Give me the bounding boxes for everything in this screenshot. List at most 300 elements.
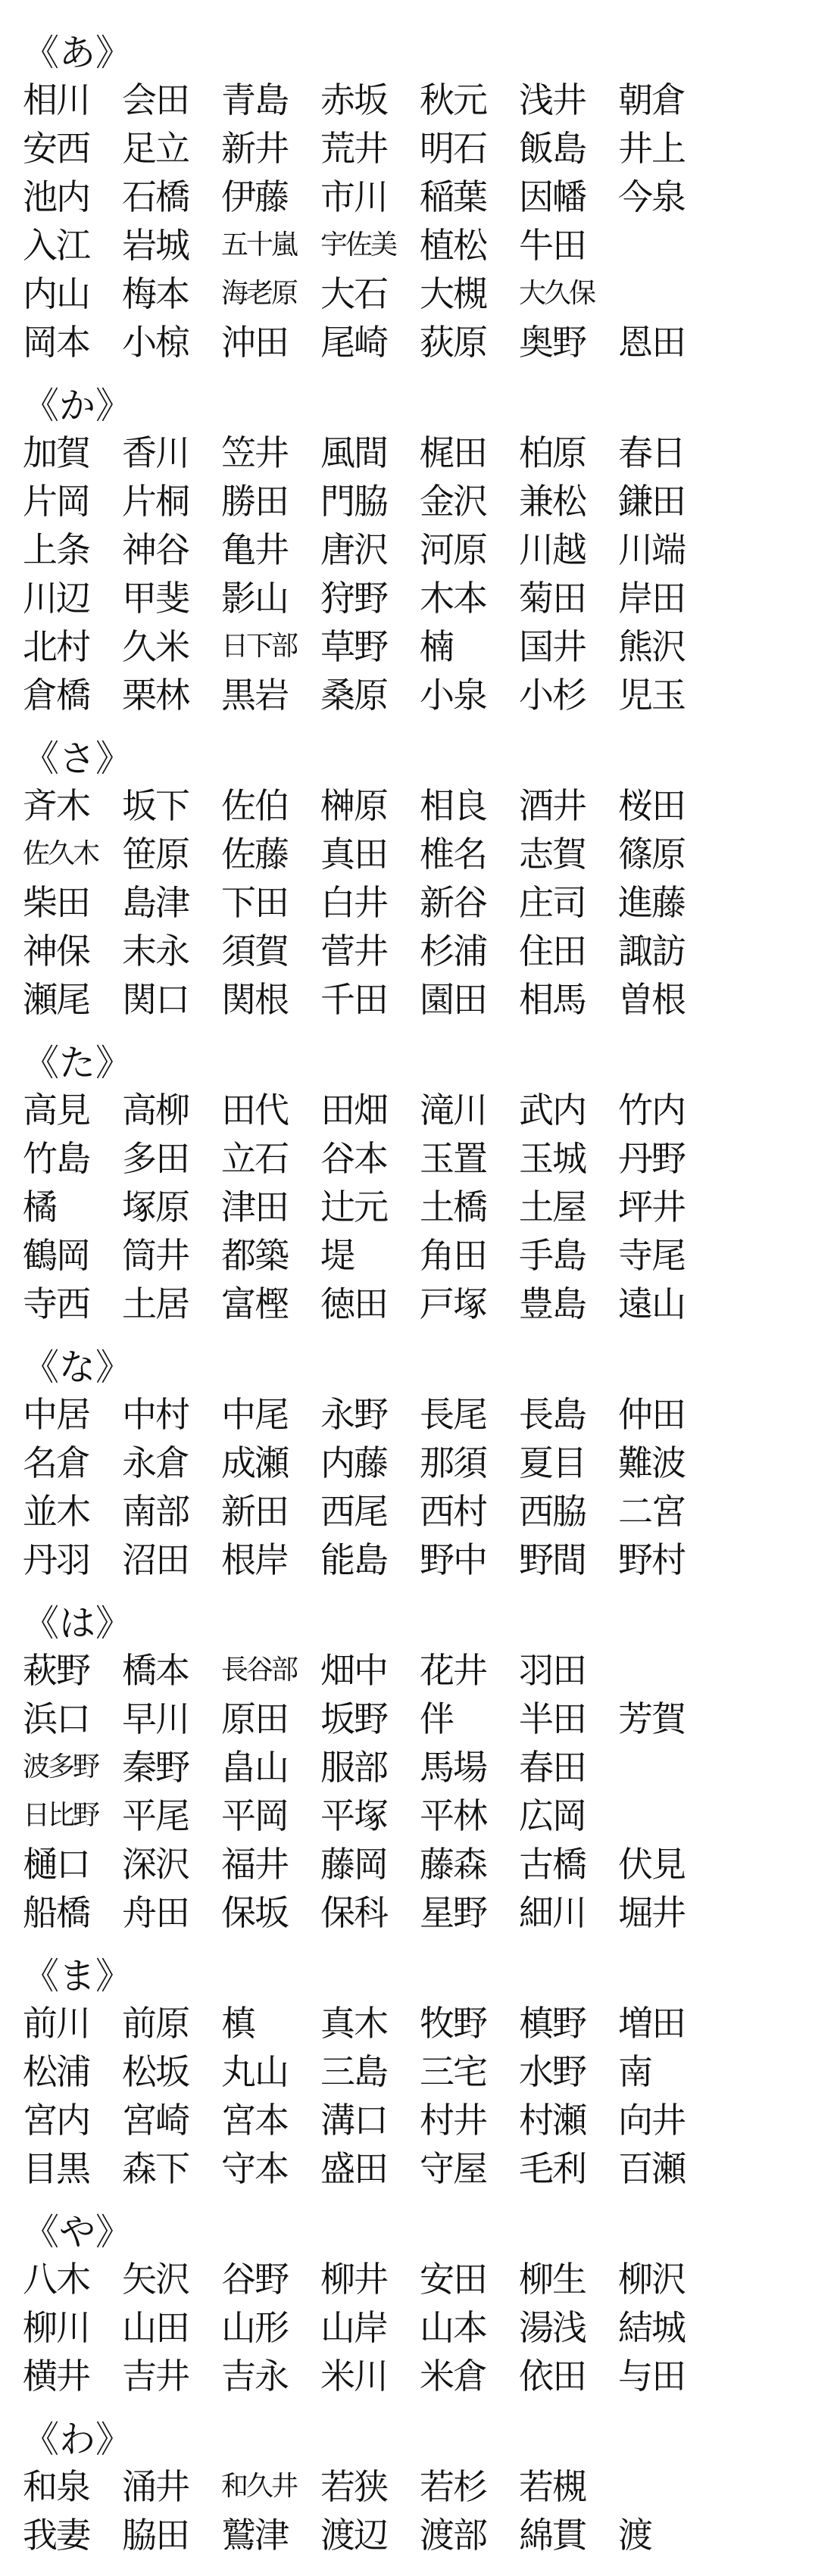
surname: 篠原 (618, 834, 685, 875)
surname: 岸田 (618, 578, 685, 619)
kana-section (23, 2417, 818, 2559)
surname: 戸塚 (420, 1283, 486, 1324)
surname: 秦野 (122, 1747, 189, 1788)
surname: 柳川 (23, 2307, 89, 2348)
surname: 西尾 (320, 1491, 387, 1532)
surname: 中居 (23, 1394, 89, 1435)
surname: 新谷 (420, 882, 486, 923)
surname: 春田 (519, 1747, 586, 1788)
surname: 羽田 (519, 1650, 586, 1691)
name-row (23, 1695, 818, 1743)
section-header: 《さ》 (23, 738, 133, 780)
name-row (23, 975, 818, 1024)
name-row (23, 124, 818, 173)
surname: 遠山 (618, 1283, 685, 1324)
surname: 依田 (519, 2356, 586, 2397)
section-header: 《な》 (23, 1346, 133, 1389)
name-row (23, 878, 818, 927)
surname: 吉永 (221, 2356, 288, 2397)
surname: 塚原 (122, 1187, 189, 1227)
name-row (23, 525, 818, 574)
surname: 南部 (122, 1491, 189, 1532)
surname: 藤岡 (320, 1844, 387, 1885)
surname: 前川 (23, 2003, 89, 2044)
surname: 新田 (221, 1491, 288, 1532)
name-row (23, 1792, 818, 1840)
surname: 片岡 (23, 481, 89, 522)
surname: 柳井 (320, 2259, 387, 2300)
surname: 杉浦 (420, 931, 486, 971)
name-row (23, 173, 818, 221)
name-row (23, 1134, 818, 1183)
surname: 稲葉 (420, 176, 486, 217)
surname: 坪井 (618, 1187, 685, 1227)
surname: 寺尾 (618, 1235, 685, 1276)
kana-section (23, 383, 818, 719)
surname: 渡 (618, 2515, 651, 2556)
name-row (23, 781, 818, 830)
surname: 草野 (320, 626, 387, 667)
surname: 西脇 (519, 1491, 586, 1532)
name-row (23, 2511, 818, 2559)
name-row (23, 1439, 818, 1487)
surname: 川端 (618, 529, 685, 570)
section-header: 《は》 (23, 1602, 133, 1645)
section-header: 《や》 (23, 2211, 133, 2253)
surname: 野間 (519, 1539, 586, 1580)
surname: 倉橋 (23, 675, 89, 716)
surname: 田代 (221, 1090, 288, 1131)
surname: 菅井 (320, 931, 387, 971)
surname: 植松 (420, 225, 486, 266)
surname: 夏目 (519, 1442, 586, 1483)
name-row (23, 2047, 818, 2096)
name-row (23, 2303, 818, 2352)
name-row (23, 2096, 818, 2144)
kana-section (23, 30, 818, 366)
surname: 宮本 (221, 2100, 288, 2141)
section-header: 《あ》 (23, 32, 133, 74)
surname: 亀井 (221, 529, 288, 570)
surname: 菊田 (519, 578, 586, 619)
surname: 春日 (618, 432, 685, 473)
surname: 真木 (320, 2003, 387, 2044)
surname: 金沢 (420, 481, 486, 522)
surname: 坂下 (122, 785, 189, 826)
surname: 根岸 (221, 1539, 288, 1580)
surname: 柳生 (519, 2259, 586, 2300)
surname: 平岡 (221, 1795, 288, 1836)
surname: 富樫 (221, 1283, 288, 1324)
surname: 神保 (23, 931, 89, 971)
name-row (23, 1743, 818, 1792)
surname: 若狭 (320, 2466, 387, 2507)
surname: 尾崎 (320, 322, 387, 363)
surname: 多田 (122, 1138, 189, 1179)
surname: 宮内 (23, 2100, 89, 2141)
surname: 曽根 (618, 979, 685, 1020)
surname: 牧野 (420, 2003, 486, 2044)
surname: 八木 (23, 2259, 89, 2300)
surname: 渡辺 (320, 2515, 387, 2556)
surname: 平林 (420, 1795, 486, 1836)
surname: 永野 (320, 1394, 387, 1435)
surname: 大石 (320, 273, 387, 314)
surname: 手島 (519, 1235, 586, 1276)
surname: 井上 (618, 128, 685, 169)
surname: 南 (618, 2051, 651, 2092)
surname: 鷲津 (221, 2515, 288, 2556)
name-row (23, 1280, 818, 1328)
surname: 西村 (420, 1491, 486, 1532)
surname: 五十嵐 (221, 229, 297, 260)
surname: 瀬尾 (23, 979, 89, 1020)
surname: 牛田 (519, 225, 586, 266)
surname: 槙 (221, 2003, 255, 2044)
name-row (23, 429, 818, 477)
surname: 松坂 (122, 2051, 189, 2092)
surname: 若杉 (420, 2466, 486, 2507)
kana-section (23, 1345, 818, 1584)
surname: 勝田 (221, 481, 288, 522)
surname: 堀井 (618, 1892, 685, 1933)
surname: 和泉 (23, 2466, 89, 2507)
surname: 平塚 (320, 1795, 387, 1836)
surname: 百瀬 (618, 2148, 685, 2189)
surname: 福井 (221, 1844, 288, 1885)
surname: 前原 (122, 2003, 189, 2044)
kana-section (23, 736, 818, 1024)
surname: 馬場 (420, 1747, 486, 1788)
surname: 赤坂 (320, 80, 387, 120)
surname: 綿貫 (519, 2515, 586, 2556)
surname: 吉井 (122, 2356, 189, 2397)
surname: 下田 (221, 882, 288, 923)
surname: 保坂 (221, 1892, 288, 1933)
surname: 入江 (23, 225, 89, 266)
name-sheet (23, 30, 818, 2576)
surname: 永倉 (122, 1442, 189, 1483)
surname: 筒井 (122, 1235, 189, 1276)
surname: 栗林 (122, 675, 189, 716)
surname: 丹野 (618, 1138, 685, 1179)
surname: 楠 (420, 626, 453, 667)
surname: 黒岩 (221, 675, 288, 716)
surname: 市川 (320, 176, 387, 217)
name-row (23, 574, 818, 622)
surname: 桜田 (618, 785, 685, 826)
surname: 庄司 (519, 882, 586, 923)
surname: 新井 (221, 128, 288, 169)
surname: 池内 (23, 176, 89, 217)
surname: 土屋 (519, 1187, 586, 1227)
surname: 竹島 (23, 1138, 89, 1179)
surname: 舟田 (122, 1892, 189, 1933)
surname: 早川 (122, 1698, 189, 1739)
surname: 風間 (320, 432, 387, 473)
surname: 笹原 (122, 834, 189, 875)
surname: 長島 (519, 1394, 586, 1435)
surname: 増田 (618, 2003, 685, 2044)
surname: 橘 (23, 1187, 56, 1227)
surname: 斉木 (23, 785, 89, 826)
surname: 成瀬 (221, 1442, 288, 1483)
surname: 目黒 (23, 2148, 89, 2189)
section-header: 《た》 (23, 1042, 133, 1084)
surname: 豊島 (519, 1283, 586, 1324)
surname: 深沢 (122, 1844, 189, 1885)
surname: 湯浅 (519, 2307, 586, 2348)
surname: 荻原 (420, 322, 486, 363)
surname: 兼松 (519, 481, 586, 522)
surname: 畑中 (320, 1650, 387, 1691)
surname: 細川 (519, 1892, 586, 1933)
surname: 仲田 (618, 1394, 685, 1435)
surname: 盛田 (320, 2148, 387, 2189)
surname: 河原 (420, 529, 486, 570)
surname: 香川 (122, 432, 189, 473)
name-row (23, 1487, 818, 1536)
surname: 椎名 (420, 834, 486, 875)
name-row (23, 830, 818, 878)
surname: 足立 (122, 128, 189, 169)
surname: 片桐 (122, 481, 189, 522)
surname: 石橋 (122, 176, 189, 217)
surname: 小泉 (420, 675, 486, 716)
surname: 野中 (420, 1539, 486, 1580)
surname: 平尾 (122, 1795, 189, 1836)
surname: 関口 (122, 979, 189, 1020)
surname: 横井 (23, 2356, 89, 2397)
surname: 向井 (618, 2100, 685, 2141)
surname: 神谷 (122, 529, 189, 570)
surname: 樋口 (23, 1844, 89, 1885)
kana-section (23, 1040, 818, 1328)
surname: 千田 (320, 979, 387, 1020)
name-row (23, 1999, 818, 2047)
section-header: 《か》 (23, 385, 133, 427)
surname: 那須 (420, 1442, 486, 1483)
surname: 結城 (618, 2307, 685, 2348)
surname: 川越 (519, 529, 586, 570)
surname: 木本 (420, 578, 486, 619)
surname: 梶田 (420, 432, 486, 473)
surname: 土居 (122, 1283, 189, 1324)
surname: 柴田 (23, 882, 89, 923)
surname: 滝川 (420, 1090, 486, 1131)
surname: 三島 (320, 2051, 387, 2092)
surname: 原田 (221, 1698, 288, 1739)
name-row (23, 270, 818, 318)
surname: 徳田 (320, 1283, 387, 1324)
surname: 真田 (320, 834, 387, 875)
surname: 榊原 (320, 785, 387, 826)
surname: 北村 (23, 626, 89, 667)
surname: 船橋 (23, 1892, 89, 1933)
name-row (23, 76, 818, 124)
surname: 伊藤 (221, 176, 288, 217)
surname: 飯島 (519, 128, 586, 169)
surname: 米倉 (420, 2356, 486, 2397)
surname: 涌井 (122, 2466, 189, 2507)
surname: 波多野 (23, 1751, 98, 1782)
surname: 児玉 (618, 675, 685, 716)
name-row (23, 671, 818, 719)
name-row (23, 1646, 818, 1695)
surname: 宮崎 (122, 2100, 189, 2141)
surname: 竹内 (618, 1090, 685, 1131)
surname: 明石 (420, 128, 486, 169)
surname: 影山 (221, 578, 288, 619)
surname: 山本 (420, 2307, 486, 2348)
surname: 上条 (23, 529, 89, 570)
surname: 狩野 (320, 578, 387, 619)
surname: 関根 (221, 979, 288, 1020)
surname: 谷本 (320, 1138, 387, 1179)
surname: 村瀬 (519, 2100, 586, 2141)
surname: 我妻 (23, 2515, 89, 2556)
surname: 鶴岡 (23, 1235, 89, 1276)
name-row (23, 2144, 818, 2193)
surname: 立石 (221, 1138, 288, 1179)
surname: 水野 (519, 2051, 586, 2092)
surname: 浅井 (519, 80, 586, 120)
surname: 奥野 (519, 322, 586, 363)
surname: 宇佐美 (320, 229, 396, 260)
surname: 半田 (519, 1698, 586, 1739)
surname: 都築 (221, 1235, 288, 1276)
surname: 保科 (320, 1892, 387, 1933)
surname: 丸山 (221, 2051, 288, 2092)
surname: 甲斐 (122, 578, 189, 619)
surname: 内山 (23, 273, 89, 314)
name-row (23, 2255, 818, 2303)
surname: 森下 (122, 2148, 189, 2189)
surname: 萩野 (23, 1650, 89, 1691)
kana-section (23, 1954, 818, 2193)
surname: 島津 (122, 882, 189, 923)
surname: 丹羽 (23, 1539, 89, 1580)
name-row (23, 1390, 818, 1439)
surname: 浜口 (23, 1698, 89, 1739)
surname: 沼田 (122, 1539, 189, 1580)
surname: 能島 (320, 1539, 387, 1580)
surname: 加賀 (23, 432, 89, 473)
surname: 大久保 (519, 278, 595, 309)
surname: 米川 (320, 2356, 387, 2397)
surname: 玉置 (420, 1138, 486, 1179)
surname: 守屋 (420, 2148, 486, 2189)
surname: 相良 (420, 785, 486, 826)
name-row (23, 1840, 818, 1888)
surname: 花井 (420, 1650, 486, 1691)
surname: 中尾 (221, 1394, 288, 1435)
surname: 二宮 (618, 1491, 685, 1532)
surname: 住田 (519, 931, 586, 971)
surname: 進藤 (618, 882, 685, 923)
surname: 志賀 (519, 834, 586, 875)
surname: 末永 (122, 931, 189, 971)
surname: 青島 (221, 80, 288, 120)
surname: 畠山 (221, 1747, 288, 1788)
surname: 日下部 (221, 631, 297, 662)
surname: 溝口 (320, 2100, 387, 2141)
surname: 海老原 (221, 278, 297, 309)
surname: 難波 (618, 1442, 685, 1483)
name-row (23, 221, 818, 270)
name-row (23, 1231, 818, 1280)
surname: 日比野 (23, 1800, 98, 1831)
surname: 寺西 (23, 1283, 89, 1324)
surname: 服部 (320, 1747, 387, 1788)
surname: 唐沢 (320, 529, 387, 570)
surname: 堤 (320, 1235, 354, 1276)
surname: 岩城 (122, 225, 189, 266)
surname: 松浦 (23, 2051, 89, 2092)
surname: 渡部 (420, 2515, 486, 2556)
surname: 津田 (221, 1187, 288, 1227)
name-row (23, 318, 818, 366)
name-row (23, 1888, 818, 1937)
surname: 川辺 (23, 578, 89, 619)
surname: 恩田 (618, 322, 685, 363)
surname: 酒井 (519, 785, 586, 826)
surname: 相馬 (519, 979, 586, 1020)
surname: 長尾 (420, 1394, 486, 1435)
surname: 須賀 (221, 931, 288, 971)
surname: 土橋 (420, 1187, 486, 1227)
name-row (23, 1536, 818, 1584)
surname: 因幡 (519, 176, 586, 217)
surname: 内藤 (320, 1442, 387, 1483)
name-row (23, 622, 818, 671)
surname: 安西 (23, 128, 89, 169)
surname: 国井 (519, 626, 586, 667)
kana-section (23, 2210, 818, 2400)
surname: 梅本 (122, 273, 189, 314)
surname: 毛利 (519, 2148, 586, 2189)
surname: 柳沢 (618, 2259, 685, 2300)
surname: 守本 (221, 2148, 288, 2189)
surname: 三宅 (420, 2051, 486, 2092)
surname: 古橋 (519, 1844, 586, 1885)
surname: 脇田 (122, 2515, 189, 2556)
surname: 谷野 (221, 2259, 288, 2300)
surname: 和久井 (221, 2471, 297, 2502)
surname: 山岸 (320, 2307, 387, 2348)
surname: 広岡 (519, 1795, 586, 1836)
surname: 橋本 (122, 1650, 189, 1691)
surname: 長谷部 (221, 1654, 297, 1686)
kana-section (23, 1601, 818, 1937)
surname: 相川 (23, 80, 89, 120)
name-row (23, 927, 818, 975)
surname: 小杉 (519, 675, 586, 716)
surname: 山田 (122, 2307, 189, 2348)
surname: 門脇 (320, 481, 387, 522)
surname: 中村 (122, 1394, 189, 1435)
surname: 沖田 (221, 322, 288, 363)
surname: 並木 (23, 1491, 89, 1532)
name-row (23, 2352, 818, 2400)
surname: 佐久木 (23, 838, 98, 869)
surname: 野村 (618, 1539, 685, 1580)
surname: 星野 (420, 1892, 486, 1933)
surname: 小椋 (122, 322, 189, 363)
surname: 高見 (23, 1090, 89, 1131)
surname: 坂野 (320, 1698, 387, 1739)
surname: 熊沢 (618, 626, 685, 667)
